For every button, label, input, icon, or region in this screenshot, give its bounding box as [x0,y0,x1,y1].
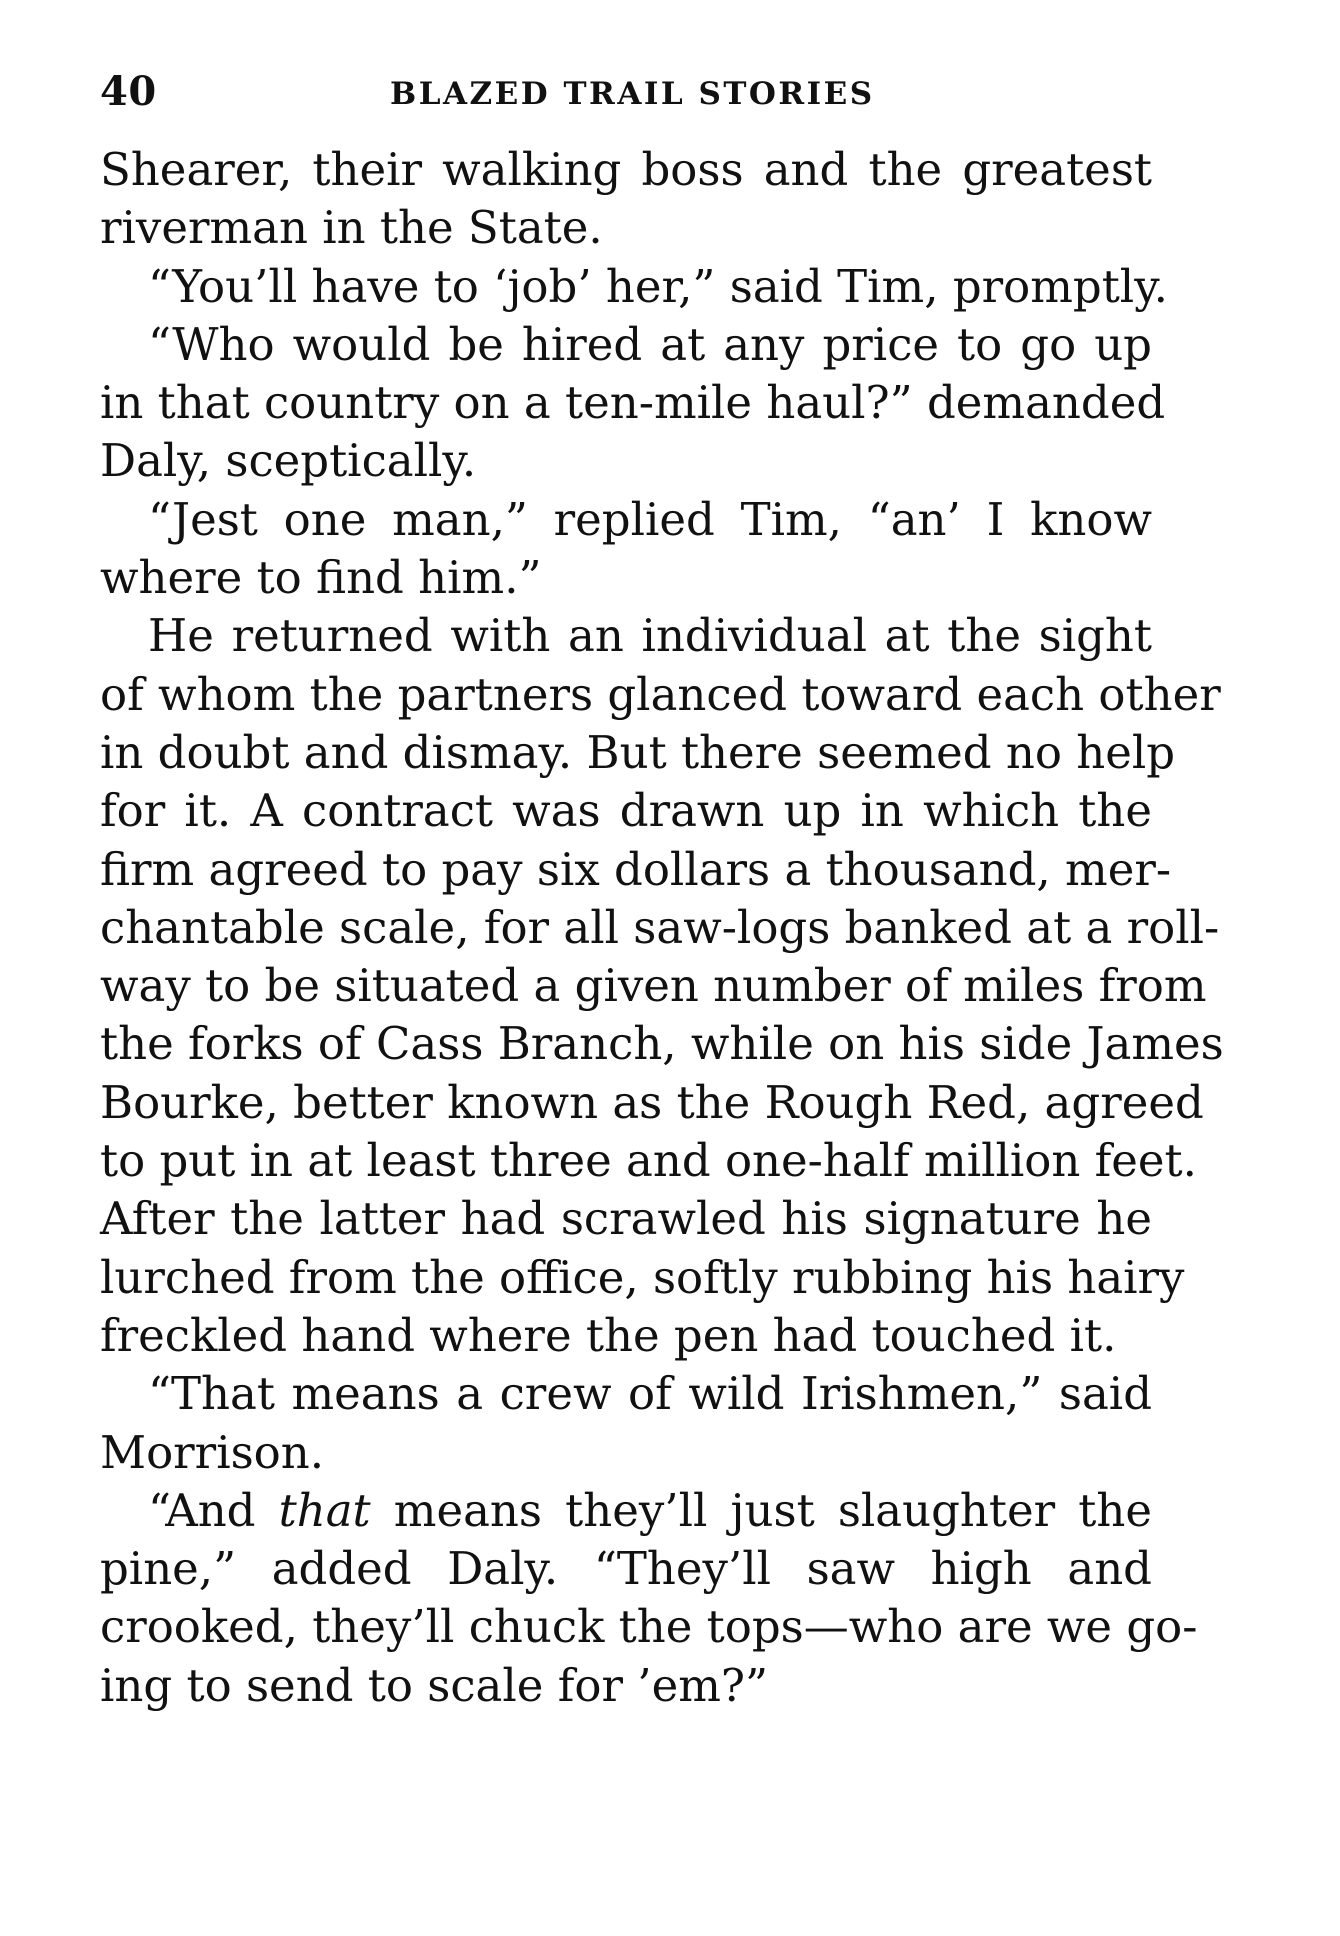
text-line: “You’ll have to ‘job’ her,” said Tim, promptly. [148,259,1168,313]
text-line: way to be situated a given number of miles from [100,959,1207,1013]
text-line: where to find him.” [100,551,542,605]
text-line: to put in at least three and one-half million feet. [100,1134,1197,1188]
text-line: pine,” added Daly. “They’ll saw high and [100,1542,1152,1596]
text-line: for it. A contract was drawn up in which the [100,784,1152,838]
text-fragment: “And [148,1483,279,1537]
body-text [100,141,1224,1715]
text-line: the forks of Cass Branch, while on his side James [100,1017,1224,1071]
running-head: BLAZED TRAIL STORIES [390,76,875,112]
text-line: riverman in the State. [100,201,603,255]
text-line: Daly, sceptically. [100,434,477,488]
text-line: crooked, they’ll chuck the tops—who are we go- [100,1600,1198,1654]
text-line: firm agreed to pay six dollars a thousand, mer- [100,842,1172,896]
text-line: chantable scale, for all saw-logs banked at a roll- [100,900,1220,954]
text-line: freckled hand where the pen had touched it. [100,1308,1117,1362]
page-number: 40 [100,68,157,115]
text-line: Morrison. [100,1425,325,1479]
text-line: “That means a crew of wild Irishmen,” said [148,1367,1152,1421]
text-line-with-emphasis [100,1482,1152,1540]
text-line: After the latter had scrawled his signature he [100,1192,1152,1246]
text-line: in that country on a ten-mile haul?” demanded [100,376,1166,430]
text-line: lurched from the office, softly rubbing his hairy [100,1250,1185,1304]
text-line: in doubt and dismay. But there seemed no help [100,725,1176,779]
text-line: ing to send to scale for ’em?” [100,1658,769,1712]
emphasized-word: that [278,1483,371,1537]
text-line: of whom the partners glanced toward each other [100,667,1221,721]
text-line: He returned with an individual at the sight [148,609,1152,663]
text-line: “Jest one man,” replied Tim, “an’ I know [148,492,1152,546]
text-line: Shearer, their walking boss and the greatest [100,143,1152,196]
text-fragment: means they’ll just slaughter the [370,1483,1152,1537]
text-line: “Who would be hired at any price to go up [148,317,1152,371]
page-header [100,62,1155,122]
text-line: Bourke, better known as the Rough Red, agreed [100,1075,1204,1129]
